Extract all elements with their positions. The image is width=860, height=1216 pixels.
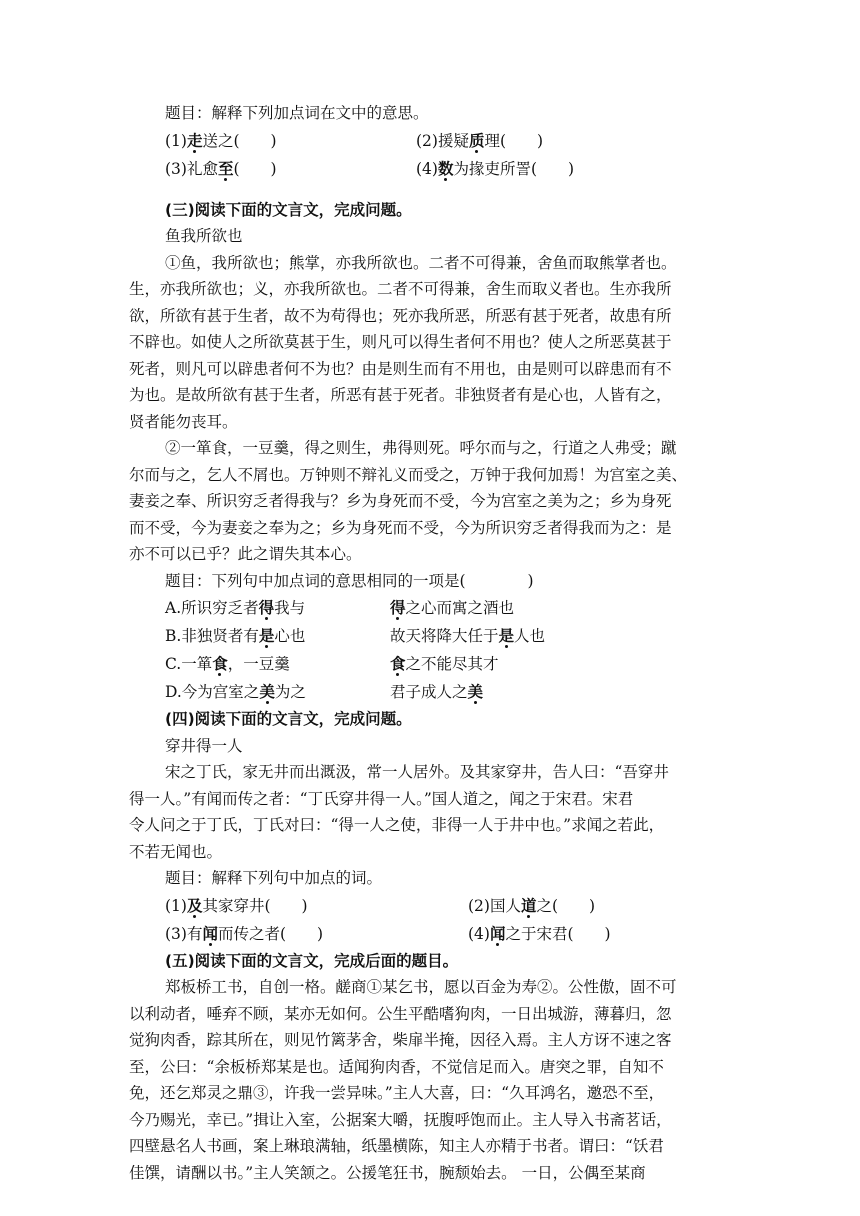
question-items-row-2	[165, 155, 737, 183]
item-s4-1: (1)及其家穿井( )	[165, 895, 308, 915]
section-4-heading: (四)阅读下面的文言文，完成问题。	[165, 710, 412, 728]
text-line: 四壁悬名人书画，案上琳琅满轴，纸墨横陈，知主人亦精于书者。谓曰：“饫君	[129, 1137, 664, 1155]
item-s2-1: (1)走送之( )	[165, 130, 277, 150]
text-line: 佳馔，请酬以书。”主人笑颔之。公援笔狂书，腕颓始去。 一日，公偶至某商	[129, 1163, 646, 1182]
option-a: A.所识穷乏者得我与 得之心而寓之酒也	[165, 598, 515, 617]
question-items-row-1	[165, 892, 737, 920]
section-5-heading: (五)阅读下面的文言文，完成后面的题目。	[165, 951, 459, 970]
text-line: 今乃赐光，幸已。”揖让入室，公据案大嚼，抚腹呼饱而止。主人导入书斋茗话，	[129, 1110, 672, 1129]
item-s2-4: (4)数为掾吏所詈( )	[416, 158, 575, 178]
section-4-title: 穿井得一人	[165, 736, 243, 755]
item-s4-2: (2)国人道之( )	[468, 895, 596, 915]
text-line: 宋之丁氏，家无井而出溉汲，常一人居外。及其家穿井，告人曰：“吾穿井	[165, 763, 669, 781]
question-s3: 题目：下列句中加点词的意思相同的一项是( )	[165, 571, 534, 590]
document-page	[129, 100, 737, 1186]
text-line: 为也。是故所欲有甚于生者，所恶有甚于死者。非独贤者有是心也，人皆有之，	[129, 386, 672, 404]
item-s4-3: (3)有闻而传之者( )	[165, 923, 324, 943]
text-line: 妻妾之奉、所识穷乏者得我与？乡为身死而不受，今为宫室之美为之；乡为身死	[129, 492, 672, 510]
question-items-row-2	[165, 920, 737, 948]
section-5-paragraph	[129, 974, 737, 1186]
text-line: 死者，则凡可以辟患者何不为也？由是则生而有不用也，由是则可以辟患而有不	[129, 359, 672, 378]
item-s4-4: (4)闻之于宋君( )	[468, 923, 611, 943]
text-line: 觉狗肉香，踪其所在，则见竹篱茅舍，柴扉半掩，因径入焉。主人方讶不速之客	[129, 1031, 672, 1049]
option-b: B.非独贤者有是心也 故天将降大任于是人也	[165, 626, 546, 645]
text-line: 贤者能勿丧耳。	[129, 412, 238, 431]
text-line: 郑板桥工书，自创一格。鹾商①某乞书，愿以百金为寿②。公性傲，固不可	[165, 978, 677, 996]
section-3-paragraph-1	[129, 250, 737, 436]
section-3-paragraph-2	[129, 435, 737, 568]
text-line: 生，亦我所欲也；义，亦我所欲也。二者不可得兼，舍生而取义者也。生亦我所	[129, 280, 672, 298]
option-d: D.今为宫室之美为之 君子成人之美	[165, 682, 484, 701]
text-line: 尔而与之，乞人不屑也。万钟则不辩礼义而受之，万钟于我何加焉！为宫室之美、	[129, 465, 688, 484]
section-4-paragraph	[129, 759, 737, 865]
text-line: 以利动者，唾弃不顾，某亦无如何。公生平酷嗜狗肉，一日出城游，薄暮归，忽	[129, 1004, 672, 1023]
text-line: 至，公曰：“余板桥郑某是也。适闻狗肉香，不觉信足而入。唐突之罪，自知不	[129, 1057, 664, 1076]
text-line: 亦不可以已乎？此之谓失其本心。	[129, 545, 362, 563]
text-line: 不若无闻也。	[129, 842, 223, 861]
item-s2-3: (3)礼愈至( )	[165, 158, 277, 178]
text-line: 欲，所欲有甚于生者，故不为苟得也；死亦我所恶，所恶有甚于死者，故患有所	[129, 306, 672, 325]
text-line: ②一箪食，一豆羹，得之则生，弗得则死。呼尔而与之，行道之人弗受；蹴	[165, 439, 677, 457]
text-line: 不辟也。如使人之所欲莫甚于生，则凡可以得生者何不用也？使人之所恶莫甚于	[129, 333, 672, 351]
question-s4: 题目：解释下列句中加点的词。	[165, 869, 383, 887]
question-s2: 题目：解释下列加点词在文中的意思。	[165, 104, 429, 122]
text-line: 免，还乞郑灵之鼎③，许我一尝异味。”主人大喜，曰：“久耳鸿名，邀恐不至，	[129, 1084, 665, 1102]
text-line: ①鱼，我所欲也；熊掌，亦我所欲也。二者不可得兼，舍鱼而取熊掌者也。	[165, 253, 677, 272]
item-s2-2: (2)援疑质理( )	[416, 130, 544, 150]
option-c: C.一箪食，一豆羹 食之不能尽其才	[165, 654, 499, 673]
text-line: 得一人。”有闻而传之者：“丁氏穿井得一人。”国人道之，闻之于宋君。宋君	[129, 789, 634, 808]
section-3-heading: (三)阅读下面的文言文，完成问题。	[165, 200, 412, 219]
text-line: 而不受，今为妻妾之奉为之；乡为身死而不受，今为所识穷乏者得我而为之：是	[129, 518, 672, 537]
question-items-row-1	[165, 127, 737, 155]
text-line: 令人问之于丁氏，丁氏对曰：“得一人之使，非得一人于井中也。”求闻之若此，	[129, 816, 665, 834]
section-3-title: 鱼我所欲也	[165, 227, 243, 245]
